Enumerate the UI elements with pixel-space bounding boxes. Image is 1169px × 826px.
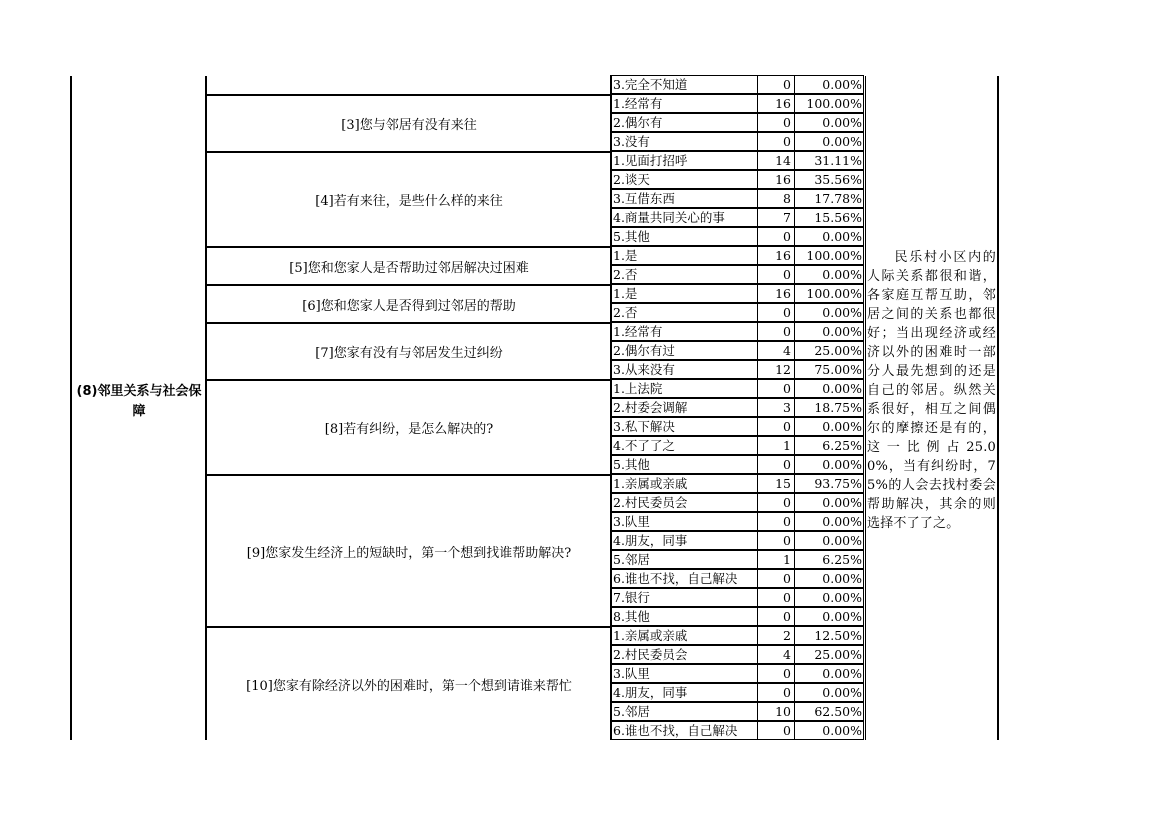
question-label: [4]若有来往，是些什么样的来往: [315, 194, 503, 209]
option-label: 2.否: [610, 265, 758, 284]
option-row: [611, 570, 865, 589]
option-count: 0: [757, 607, 795, 626]
option-label: 5.邻居: [610, 702, 758, 721]
option-label: 1.是: [610, 284, 758, 303]
option-label: 5.其他: [610, 227, 758, 246]
question-label: [10]您家有除经济以外的困难时，第一个想到请谁来帮忙: [246, 678, 572, 694]
option-percent: 31.11%: [794, 151, 864, 170]
option-label: 1.见面打招呼: [610, 151, 758, 170]
option-row: [611, 380, 865, 399]
option-row: [611, 399, 865, 418]
option-percent: 0.00%: [794, 379, 864, 398]
question-label: [208, 76, 610, 95]
option-count: 1: [757, 550, 795, 569]
option-row: [611, 684, 865, 703]
option-percent: 6.25%: [794, 550, 864, 569]
note-left-border: [865, 76, 866, 740]
option-row: [611, 247, 865, 266]
option-row: [611, 722, 865, 741]
option-count: 0: [757, 569, 795, 588]
option-label: 3.互借东西: [610, 189, 758, 208]
option-label: 3.队里: [610, 664, 758, 683]
option-label: 3.私下解决: [610, 417, 758, 436]
option-row: [611, 703, 865, 722]
question-separator: [206, 474, 611, 476]
question-separator: [206, 379, 611, 381]
question-label: [5]您和您家人是否帮助过邻居解决过困难: [289, 260, 529, 276]
option-row: [611, 114, 865, 133]
option-percent: 100.00%: [794, 284, 864, 303]
question-label: [3]您与邻居有没有来往: [341, 118, 477, 133]
option-label: 3.没有: [610, 132, 758, 151]
option-percent: 75.00%: [794, 360, 864, 379]
option-percent: 100.00%: [794, 246, 864, 265]
option-row: [611, 228, 865, 247]
question-separator: [206, 284, 611, 286]
option-count: 0: [757, 683, 795, 702]
option-label: 1.经常有: [610, 322, 758, 341]
option-row: [611, 171, 865, 190]
option-percent: 0.00%: [794, 531, 864, 550]
question-label: [7]您家有没有与邻居发生过纠纷: [315, 346, 503, 361]
option-label: 1.是: [610, 246, 758, 265]
option-percent: 0.00%: [794, 683, 864, 702]
option-percent: 25.00%: [794, 645, 864, 664]
option-label: 4.不了了之: [610, 436, 758, 455]
option-percent: 17.78%: [794, 189, 864, 208]
option-label: 3.完全不知道: [610, 75, 758, 94]
option-percent: 0.00%: [794, 588, 864, 607]
option-label: 2.村民委员会: [610, 493, 758, 512]
question-label: [8]若有纠纷，是怎么解决的?: [324, 422, 494, 437]
question-separator: [206, 626, 611, 628]
option-percent: 0.00%: [794, 227, 864, 246]
question-separator: [206, 246, 611, 248]
option-row: [611, 437, 865, 456]
option-count: 16: [757, 94, 795, 113]
option-count: 14: [757, 151, 795, 170]
option-count: 0: [757, 721, 795, 740]
option-label: 4.朋友，同事: [610, 531, 758, 550]
option-row: [611, 133, 865, 152]
option-label: 6.谁也不找，自己解决: [610, 721, 758, 740]
option-percent: 0.00%: [794, 75, 864, 94]
option-label: 8.其他: [610, 607, 758, 626]
option-row: [611, 494, 865, 513]
option-label: 1.经常有: [610, 94, 758, 113]
option-count: 8: [757, 189, 795, 208]
option-count: 0: [757, 303, 795, 322]
option-percent: 35.56%: [794, 170, 864, 189]
option-count: 0: [757, 265, 795, 284]
option-count: 15: [757, 474, 795, 493]
option-label: 2.村委会调解: [610, 398, 758, 417]
option-count: 0: [757, 493, 795, 512]
option-percent: 100.00%: [794, 94, 864, 113]
option-percent: 15.56%: [794, 208, 864, 227]
option-row: [611, 361, 865, 380]
question-separator: [206, 151, 611, 153]
option-row: [611, 152, 865, 171]
option-count: 0: [757, 227, 795, 246]
option-percent: 0.00%: [794, 455, 864, 474]
option-row: [611, 418, 865, 437]
option-label: 2.偶尔有: [610, 113, 758, 132]
option-label: 1.上法院: [610, 379, 758, 398]
question-separator: [206, 94, 611, 96]
section-title: (8)邻里关系与社会保障: [76, 384, 202, 419]
option-count: 1: [757, 436, 795, 455]
option-row: [611, 532, 865, 551]
option-percent: 0.00%: [794, 569, 864, 588]
option-count: 0: [757, 455, 795, 474]
option-percent: 62.50%: [794, 702, 864, 721]
option-percent: 6.25%: [794, 436, 864, 455]
option-percent: 0.00%: [794, 493, 864, 512]
option-count: 3: [757, 398, 795, 417]
summary-note-text: 民乐村小区内的人际关系都很和谐，各家庭互帮互助，邻居之间的关系也都很好；当出现经济或经济以外的困难时一部分人最先想到的还是自己的邻居。纵然关系很好，相互之间偶尔的摩擦还是有的，这一比例占25.00%，当有纠纷时，75%的人会去找村委会帮助解决，其余的则选择不了了之。: [867, 250, 996, 531]
option-row: [611, 627, 865, 646]
option-count: 0: [757, 588, 795, 607]
option-percent: 18.75%: [794, 398, 864, 417]
option-label: 7.银行: [610, 588, 758, 607]
option-count: 0: [757, 531, 795, 550]
option-row: [611, 608, 865, 627]
option-row: [611, 190, 865, 209]
option-count: 0: [757, 75, 795, 94]
option-row: [611, 266, 865, 285]
option-count: 7: [757, 208, 795, 227]
option-label: 2.村民委员会: [610, 645, 758, 664]
option-count: 0: [757, 664, 795, 683]
option-row: [611, 323, 865, 342]
option-row: [611, 76, 865, 95]
option-count: 0: [757, 379, 795, 398]
option-label: 4.朋友，同事: [610, 683, 758, 702]
option-label: 2.谈天: [610, 170, 758, 189]
option-row: [611, 342, 865, 361]
option-percent: 0.00%: [794, 303, 864, 322]
option-row: [611, 665, 865, 684]
option-label: 1.亲属或亲戚: [610, 626, 758, 645]
option-percent: 93.75%: [794, 474, 864, 493]
option-label: 2.否: [610, 303, 758, 322]
option-percent: 0.00%: [794, 132, 864, 151]
option-label: 1.亲属或亲戚: [610, 474, 758, 493]
option-percent: 0.00%: [794, 113, 864, 132]
option-count: 0: [757, 417, 795, 436]
option-count: 2: [757, 626, 795, 645]
option-percent: 0.00%: [794, 322, 864, 341]
option-row: [611, 589, 865, 608]
option-label: 4.商量共同关心的事: [610, 208, 758, 227]
option-count: 0: [757, 322, 795, 341]
option-label: 6.谁也不找，自己解决: [610, 569, 758, 588]
option-percent: 0.00%: [794, 607, 864, 626]
option-label: 5.邻居: [610, 550, 758, 569]
option-count: 10: [757, 702, 795, 721]
option-percent: 0.00%: [794, 417, 864, 436]
option-percent: 25.00%: [794, 341, 864, 360]
question-label: [9]您家发生经济上的短缺时，第一个想到找谁帮助解决?: [246, 545, 572, 561]
question-separator: [206, 322, 611, 324]
option-row: [611, 304, 865, 323]
option-label: 2.偶尔有过: [610, 341, 758, 360]
option-count: 4: [757, 341, 795, 360]
option-count: 0: [757, 113, 795, 132]
option-count: 16: [757, 170, 795, 189]
option-label: 5.其他: [610, 455, 758, 474]
option-count: 12: [757, 360, 795, 379]
option-count: 0: [757, 512, 795, 531]
option-percent: 0.00%: [794, 265, 864, 284]
question-label: [6]您和您家人是否得到过邻居的帮助: [302, 298, 516, 314]
option-row: [611, 95, 865, 114]
option-label: 3.从来没有: [610, 360, 758, 379]
option-percent: 12.50%: [794, 626, 864, 645]
right-border: [997, 76, 999, 740]
option-row: [611, 646, 865, 665]
option-row: [611, 456, 865, 475]
option-count: 0: [757, 132, 795, 151]
option-count: 16: [757, 284, 795, 303]
option-percent: 0.00%: [794, 721, 864, 740]
option-row: [611, 551, 865, 570]
option-label: 3.队里: [610, 512, 758, 531]
option-percent: 0.00%: [794, 512, 864, 531]
option-count: 4: [757, 645, 795, 664]
option-percent: 0.00%: [794, 664, 864, 683]
option-row: [611, 285, 865, 304]
summary-note: [867, 248, 996, 533]
option-row: [611, 209, 865, 228]
option-count: 16: [757, 246, 795, 265]
option-row: [611, 475, 865, 494]
option-row: [611, 513, 865, 532]
